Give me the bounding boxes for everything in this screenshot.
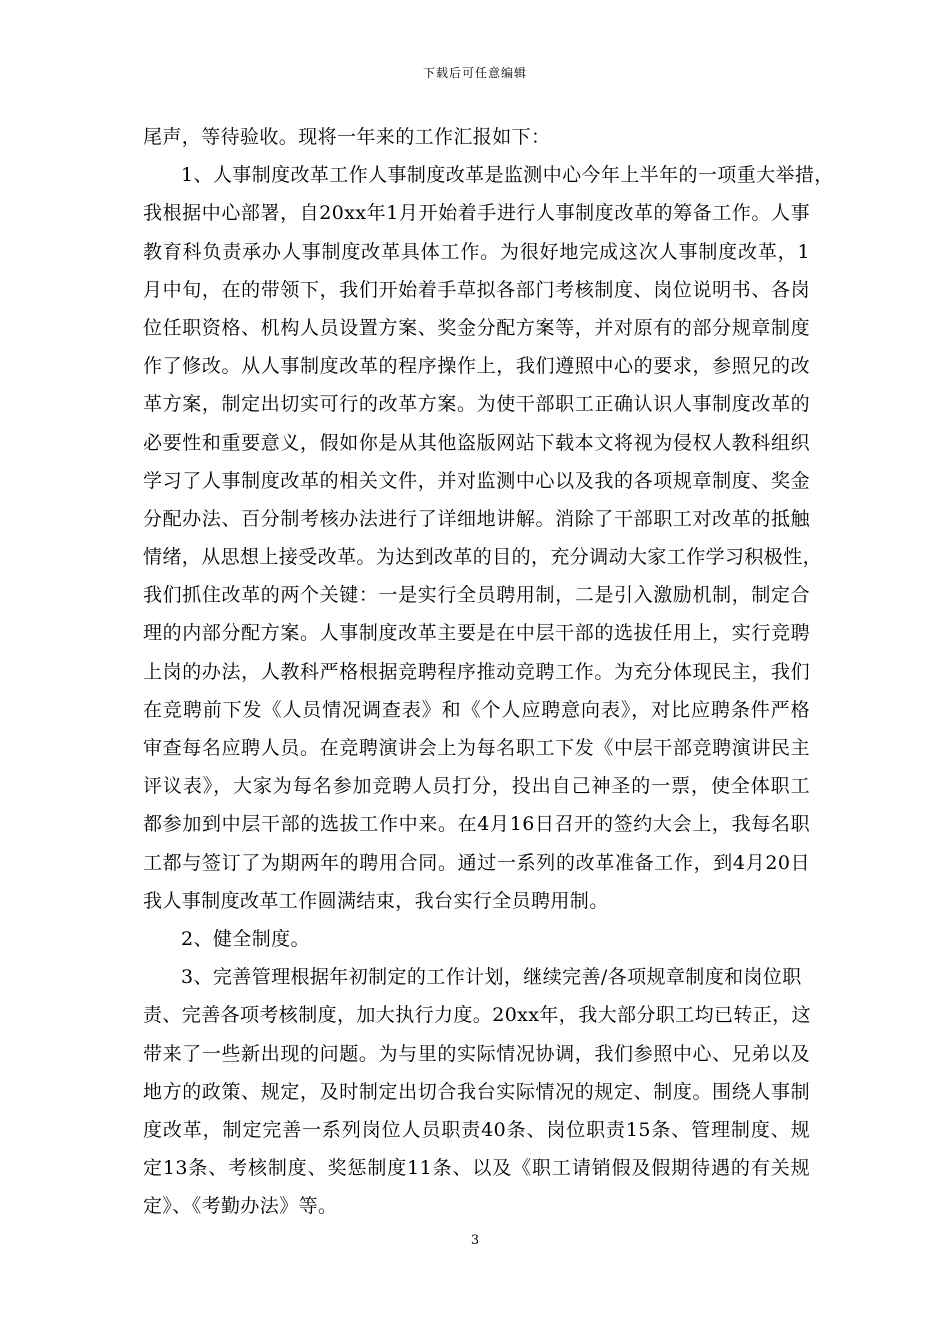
document-body: [143, 118, 834, 1225]
paragraph-line: 3、完善管理根据年初制定的工作计划，继续完善/各项规章制度和岗位职: [181, 966, 802, 989]
paragraph-line: 在竞聘前下发《人员情况调查表》和《个人应聘意向表》，对比应聘条件严格: [143, 698, 810, 721]
paragraph-line: 学习了人事制度改革的相关文件，并对监测中心以及我的各项规章制度、奖金: [143, 469, 810, 492]
paragraph-line: 理的内部分配方案。人事制度改革主要是在中层干部的选拔任用上，实行竞聘: [143, 622, 810, 645]
paragraph-line: 审查每名应聘人员。在竞聘演讲会上为每名职工下发《中层干部竞聘演讲民主: [143, 737, 810, 759]
paragraph-line: 带来了一些新出现的问题。为与里的实际情况协调，我们参照中心、兄弟以及: [143, 1042, 810, 1065]
paragraph-line: 我人事制度改革工作圆满结束，我台实行全员聘用制。: [143, 889, 609, 912]
paragraph-line: 位任职资格、机构人员设置方案、奖金分配方案等，并对原有的部分规章制度: [143, 316, 810, 339]
paragraph-line: 责、完善各项考核制度，加大执行力度。20xx年，我大部分职工均已转正，这: [143, 1004, 812, 1027]
paragraph-line: 上岗的办法，人教科严格根据竞聘程序推动竞聘工作。为充分体现民主，我们: [143, 660, 810, 683]
paragraph-line: 1、人事制度改革工作人事制度改革是监测中心今年上半年的一项重大举措，: [181, 164, 834, 187]
paragraph-line: 度改革，制定完善一系列岗位人员职责40条、岗位职责15条、管理制度、规: [143, 1118, 810, 1141]
paragraph-line: 革方案，制定出切实可行的改革方案。为使干部职工正确认识人事制度改革的: [143, 393, 810, 416]
paragraph-line: 分配办法、百分制考核办法进行了详细地讲解。消除了干部职工对改革的抵触: [143, 507, 810, 530]
paragraph-line: 尾声，等待验收。现将一年来的工作汇报如下：: [143, 126, 551, 148]
paragraph-line: 必要性和重要意义，假如你是从其他盗版网站下载本文将视为侵权人教科组织: [143, 431, 810, 454]
page-number: 3: [470, 1233, 480, 1248]
paragraph-line: 工都与签订了为期两年的聘用合同。通过一系列的改革准备工作，到4月20日: [143, 851, 810, 874]
paragraph-line: 地方的政策、规定，及时制定出切合我台实际情况的规定、制度。围绕人事制: [143, 1080, 810, 1103]
paragraph-line: 月中旬，在的带领下，我们开始着手草拟各部门考核制度、岗位说明书、各岗: [143, 278, 810, 301]
paragraph-line: 我根据中心部署，自20xx年1月开始着手进行人事制度改革的筹备工作。人事: [143, 202, 810, 225]
paragraph-line: 都参加到中层干部的选拔工作中来。在4月16日召开的签约大会上，我每名职: [143, 813, 810, 836]
paragraph-line: 情绪，从思想上接受改革。为达到改革的目的，充分调动大家工作学习积极性，: [143, 546, 823, 569]
paragraph-line: 定13条、考核制度、奖惩制度11条、以及《职工请销假及假期待遇的有关规: [143, 1157, 810, 1180]
paragraph-line: 作了修改。从人事制度改革的程序操作上，我们遵照中心的要求，参照兄的改: [143, 355, 810, 378]
paragraph-line: 我们抓住改革的两个关键：一是实行全员聘用制，二是引入激励机制，制定合: [143, 584, 810, 607]
paragraph-line: 2、健全制度。: [181, 927, 310, 950]
paragraph-line: 定》、《考勤办法》等。: [143, 1195, 338, 1218]
page-header: 下载后可任意编辑: [422, 66, 527, 80]
paragraph-line: 评议表》，大家为每名参加竞聘人员打分，投出自己神圣的一票，使全体职工: [143, 775, 810, 798]
paragraph-line: 教育科负责承办人事制度改革具体工作。为很好地完成这次人事制度改革，1: [143, 240, 810, 263]
